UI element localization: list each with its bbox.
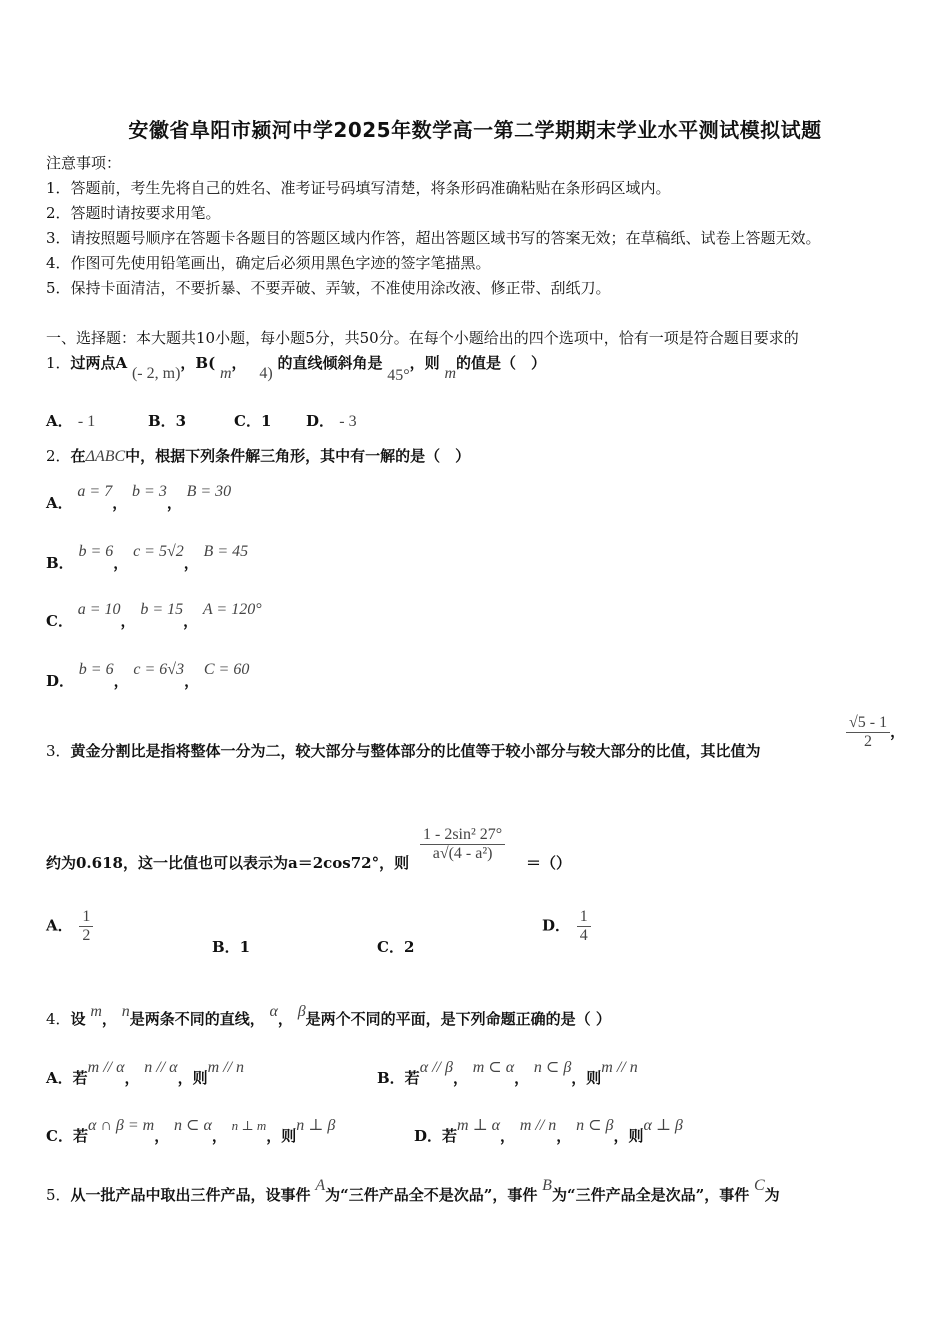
option-a: A． a = 7， b = 3， B = 30 bbox=[46, 483, 232, 512]
question-3-cont: 约为0.618，这一比值也可以表示为a＝2cos72°，则 bbox=[46, 854, 410, 872]
option-d: D． $\frac{1}{4}$ bbox=[542, 908, 591, 945]
option-a: A． $\frac{1}{2}$ bbox=[46, 908, 93, 945]
option-a: A．若m // α， n // α，则m // n bbox=[46, 1059, 245, 1087]
notice-item: 1．答题前，考生先将自己的姓名、准考证号码填写清楚，将条形码准确粘贴在条形码区域内。 bbox=[46, 179, 671, 197]
option-d: D．若m ⊥ α， m // n， n ⊂ β，则α ⊥ β bbox=[414, 1117, 683, 1145]
question-3: 3．黄金分割比是指将整体一分为二，较大部分与整体部分的比值等于较小部分与较大部分的比值，其比值为 bbox=[46, 742, 761, 760]
option-d: D． - 3 bbox=[306, 412, 357, 430]
notice-item: 3．请按照题号顺序在答题卡各题目的答题区域内作答，超出答题区域书写的答案无效；在草稿纸、试卷上答题无效。 bbox=[46, 229, 821, 247]
question-1: 1．过两点A (- 2, m)，B( m， 4) 的直线倾斜角是 45°，则 m的值是（ ） bbox=[46, 354, 547, 384]
notice-heading: 注意事项： bbox=[46, 154, 122, 172]
option-c: C．1 bbox=[234, 412, 272, 430]
answer-placeholder: ＝（） bbox=[526, 854, 572, 872]
math-angle: 45° bbox=[387, 367, 410, 384]
question-2: 2．在ΔABC中，根据下列条件解三角形，其中有一解的是（ ） bbox=[46, 447, 471, 465]
notice-item: 5．保持卡面清洁，不要折暴、不要弄破、弄皱，不准使用涂改液、修正带、刮纸刀。 bbox=[46, 279, 611, 297]
question-number: 5． bbox=[46, 1186, 71, 1204]
section-heading: 一、选择题：本大题共10小题，每小题5分，共50分。在每个小题给出的四个选项中，恰有一项是符合题目要求的 bbox=[46, 329, 799, 347]
page-title: 安徽省阜阳市颍河中学2025年数学高一第二学期期末学业水平测试模拟试题 bbox=[128, 118, 822, 142]
option-b: B．1 bbox=[212, 938, 251, 956]
question-number: 1． bbox=[46, 354, 71, 372]
math-fraction: $\frac{√5 - 1}{2}$ ， bbox=[846, 714, 905, 751]
option-b: B．3 bbox=[148, 412, 187, 430]
question-number: 2． bbox=[46, 447, 71, 465]
question-5: 5．从一批产品中取出三件产品，设事件 A为“三件产品全不是次品”，事件 B为“三件产品全是次品”，事件 C为 bbox=[46, 1177, 780, 1204]
question-number: 3． bbox=[46, 742, 71, 760]
question-4: 4．设 m， n是两条不同的直线， α， β是两个不同的平面，是下列命题正确的是（ ） bbox=[46, 1003, 611, 1028]
option-c: C． a = 10， b = 15， A = 120° bbox=[46, 601, 262, 630]
question-number: 4． bbox=[46, 1010, 71, 1028]
option-a: A． - 1 bbox=[46, 412, 96, 430]
option-c: C．若α ∩ β = m， n ⊂ α， n ⊥ m，则n ⊥ β bbox=[46, 1117, 336, 1145]
option-d: D． b = 6， c = 6√3， C = 60 bbox=[46, 661, 250, 690]
math-expression: $\frac{\text{1 - 2sin² 27°}}{\text{a√(4 - a²)}}$ bbox=[420, 826, 505, 863]
notice-item: 2．答题时请按要求用笔。 bbox=[46, 204, 221, 222]
option-c: C．2 bbox=[377, 938, 415, 956]
option-b: B． b = 6， c = 5√2， B = 45 bbox=[46, 543, 249, 572]
notice-item: 4．作图可先使用铅笔画出，确定后必须用黑色字迹的签字笔描黑。 bbox=[46, 254, 491, 272]
math-point-a: (- 2, m) bbox=[131, 365, 181, 382]
option-b: B．若α // β， m ⊂ α， n ⊂ β，则m // n bbox=[377, 1059, 638, 1087]
